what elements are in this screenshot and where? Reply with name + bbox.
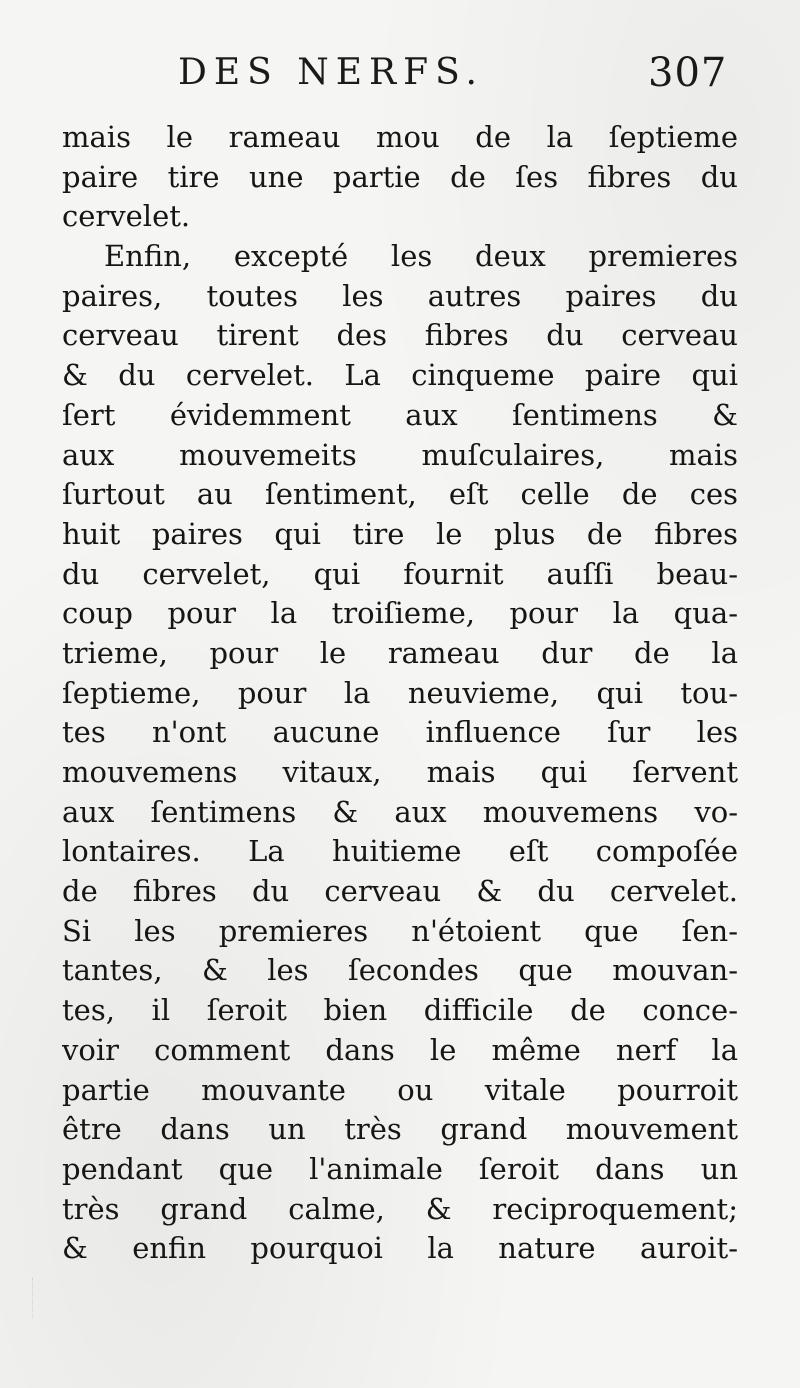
text-line: voir comment dans le même nerf la <box>62 1032 738 1067</box>
text-line: trieme, pour le rameau dur de la <box>62 635 738 670</box>
text-line: Si les premieres n'étoient que ſen- <box>62 913 738 948</box>
running-title: DES NERFS. <box>178 52 484 93</box>
text-line: coup pour la troiſieme, pour la qua- <box>62 596 738 631</box>
text-line: lontaires. La huitieme eſt compoſée <box>62 834 738 869</box>
text-line: cerveau tirent des fibres du cerveau <box>62 318 738 353</box>
text-line: du cervelet, qui fournit auſſi beau- <box>62 556 738 591</box>
text-line: tantes, & les ſecondes que mouvan- <box>62 953 738 988</box>
text-line: paire tire une partie de ſes fibres du <box>62 159 738 194</box>
text-line: ſeptieme, pour la neuvieme, qui tou- <box>62 675 738 710</box>
body-text <box>62 118 738 1269</box>
text-line: ſert évidemment aux ſentimens & <box>62 397 738 432</box>
text-line: cervelet. <box>62 199 191 234</box>
text-line: & du cervelet. La cinqueme paire qui <box>62 358 738 393</box>
text-line: aux mouvemeits muſculaires, mais <box>62 437 738 472</box>
text-line: mais le rameau mou de la ſeptieme <box>62 120 738 154</box>
text-line: paires, toutes les autres paires du <box>62 278 738 313</box>
text-line: ſurtout au ſentiment, eſt celle de ces <box>62 477 738 512</box>
running-head <box>0 52 800 102</box>
text-line: être dans un très grand mouvement <box>62 1112 738 1147</box>
text-line: très grand calme, & reciproquement; <box>62 1191 738 1226</box>
text-line: tes n'ont aucune influence ſur les <box>62 715 738 750</box>
page-number: 307 <box>648 50 728 96</box>
paragraph-start-line: Enfin, excepté les deux premieres <box>104 239 738 274</box>
text-line: aux ſentimens & aux mouvemens vo- <box>62 794 738 829</box>
text-line: huit paires qui tire le plus de fibres <box>62 516 738 551</box>
text-line: partie mouvante ou vitale pourroit <box>62 1072 738 1107</box>
text-line: pendant que l'animale ſeroit dans un <box>62 1151 738 1186</box>
page-edge-smudge <box>32 1278 43 1318</box>
text-line: & enfin pourquoi la nature auroit- <box>62 1231 738 1266</box>
text-line: mouvemens vitaux, mais qui ſervent <box>62 755 738 789</box>
text-line: tes, il ſeroit bien difficile de conce- <box>62 993 738 1028</box>
text-line: de fibres du cerveau & du cervelet. <box>62 874 738 909</box>
